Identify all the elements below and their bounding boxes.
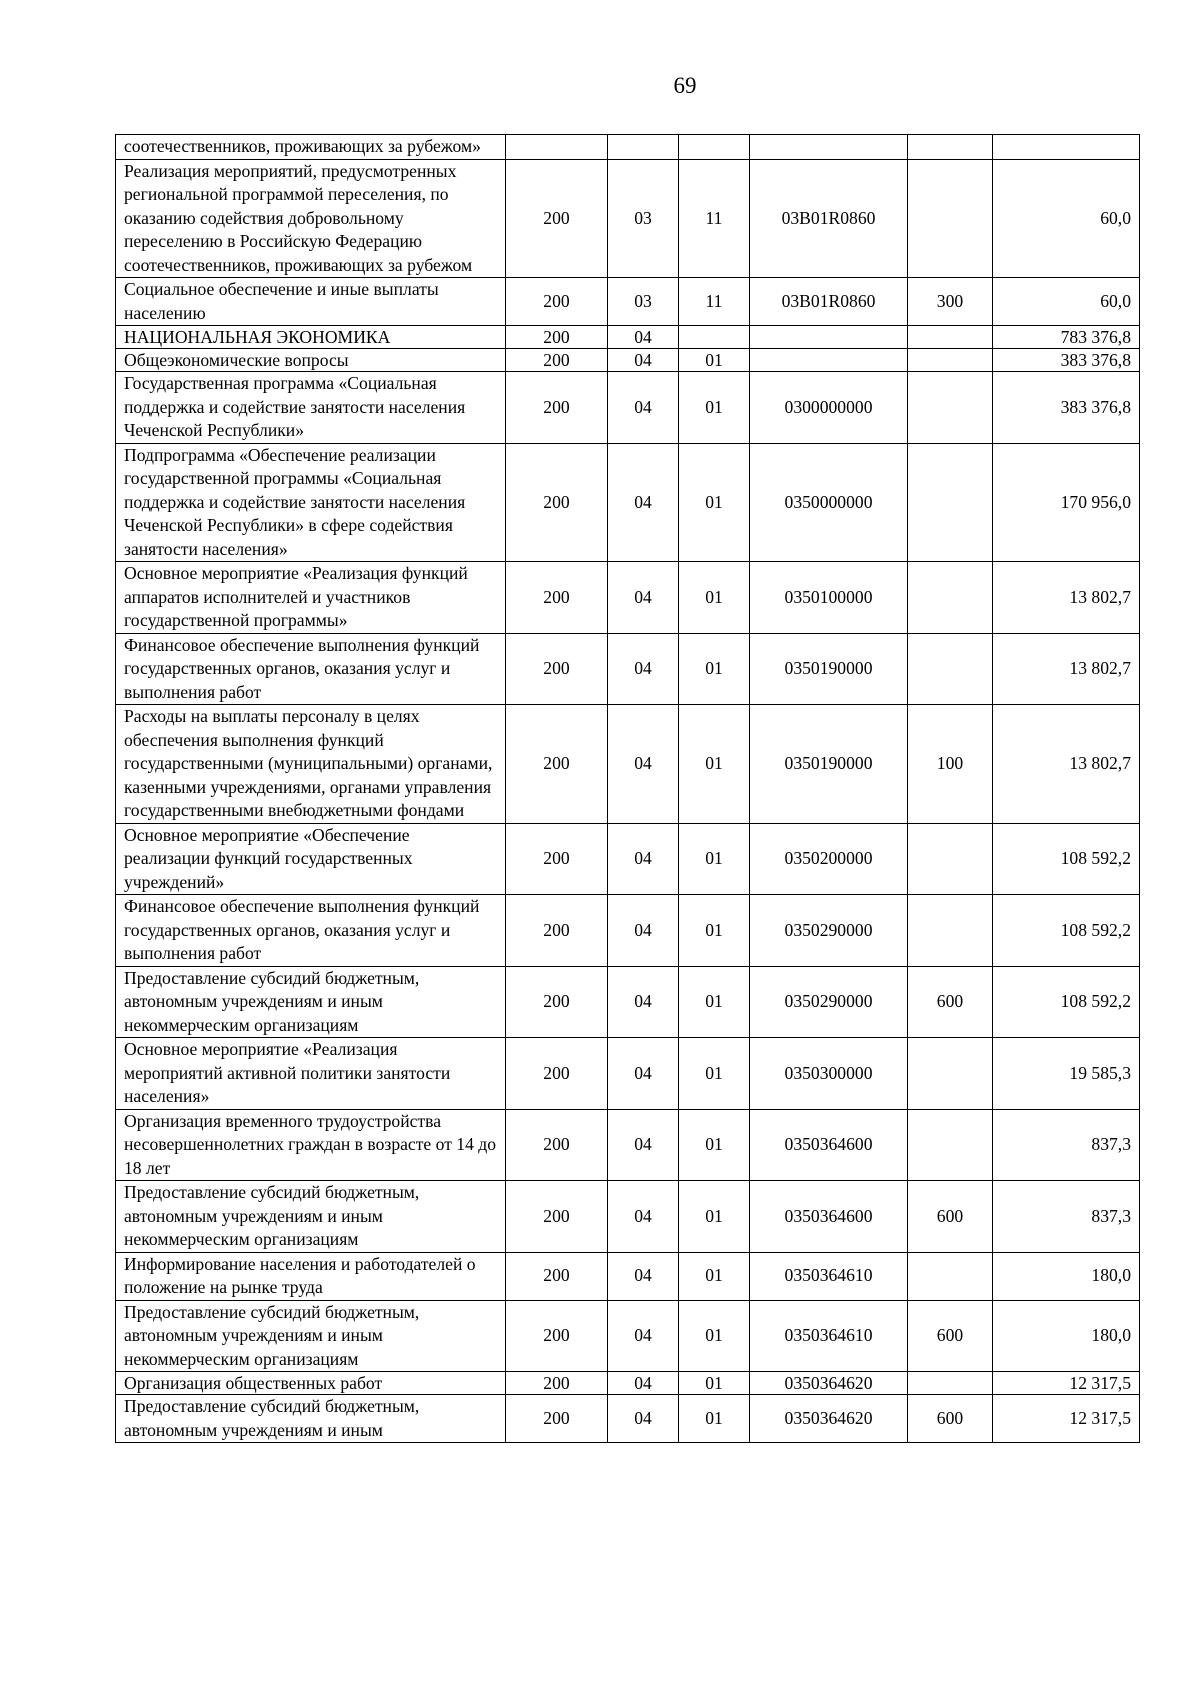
row-pr: 01 bbox=[679, 895, 750, 967]
row-vr bbox=[908, 895, 993, 967]
row-sum: 837,3 bbox=[993, 1109, 1140, 1181]
row-csr: 0350200000 bbox=[750, 823, 908, 895]
row-rz: 04 bbox=[608, 349, 679, 372]
row-grbs: 200 bbox=[506, 823, 608, 895]
row-pr: 11 bbox=[679, 278, 750, 326]
row-grbs: 200 bbox=[506, 326, 608, 349]
row-grbs: 200 bbox=[506, 705, 608, 824]
row-grbs: 200 bbox=[506, 278, 608, 326]
row-sum: 383 376,8 bbox=[993, 372, 1140, 444]
row-name: Информирование населения и работодателей о положение на рынке труда bbox=[116, 1252, 506, 1300]
row-rz: 04 bbox=[608, 1300, 679, 1372]
table-row bbox=[116, 895, 1140, 967]
row-rz: 04 bbox=[608, 1038, 679, 1110]
row-vr bbox=[908, 326, 993, 349]
row-name: Основное мероприятие «Реализация функций аппаратов исполнителей и участников государственной программы» bbox=[116, 562, 506, 634]
table-row bbox=[116, 326, 1140, 349]
row-csr: 0350364600 bbox=[750, 1109, 908, 1181]
row-name: Общеэкономические вопросы bbox=[116, 349, 506, 372]
table-row bbox=[116, 159, 1140, 278]
table-row bbox=[116, 372, 1140, 444]
row-sum: 12 317,5 bbox=[993, 1372, 1140, 1395]
table-row bbox=[116, 1395, 1140, 1443]
row-csr: 0350290000 bbox=[750, 895, 908, 967]
budget-table bbox=[115, 134, 1140, 1443]
row-vr bbox=[908, 633, 993, 705]
row-pr: 01 bbox=[679, 372, 750, 444]
row-pr: 01 bbox=[679, 823, 750, 895]
row-sum: 13 802,7 bbox=[993, 705, 1140, 824]
row-csr: 0350000000 bbox=[750, 443, 908, 562]
row-vr: 300 bbox=[908, 278, 993, 326]
row-csr: 0300000000 bbox=[750, 372, 908, 444]
row-name: Социальное обеспечение и иные выплаты населению bbox=[116, 278, 506, 326]
row-pr bbox=[679, 326, 750, 349]
row-vr bbox=[908, 135, 993, 160]
row-csr bbox=[750, 326, 908, 349]
row-rz: 04 bbox=[608, 633, 679, 705]
row-csr: 0350190000 bbox=[750, 633, 908, 705]
row-sum: 170 956,0 bbox=[993, 443, 1140, 562]
row-pr: 01 bbox=[679, 633, 750, 705]
table-row bbox=[116, 562, 1140, 634]
row-rz: 04 bbox=[608, 966, 679, 1038]
row-rz: 04 bbox=[608, 326, 679, 349]
row-vr bbox=[908, 443, 993, 562]
row-pr: 01 bbox=[679, 966, 750, 1038]
row-csr: 0350364620 bbox=[750, 1372, 908, 1395]
row-vr bbox=[908, 159, 993, 278]
row-csr: 0350290000 bbox=[750, 966, 908, 1038]
table-row bbox=[116, 135, 1140, 160]
row-csr: 0350364620 bbox=[750, 1395, 908, 1443]
row-name: Финансовое обеспечение выполнения функций государственных органов, оказания услуг и выполнения работ bbox=[116, 633, 506, 705]
row-rz: 03 bbox=[608, 278, 679, 326]
row-pr bbox=[679, 135, 750, 160]
row-grbs: 200 bbox=[506, 1372, 608, 1395]
row-name: Подпрограмма «Обеспечение реализации государственной программы «Социальная поддержка и содействие занятости населения Чеченской Республики» в сфере содействия занятости населения» bbox=[116, 443, 506, 562]
row-csr: 0350364600 bbox=[750, 1181, 908, 1253]
row-grbs: 200 bbox=[506, 349, 608, 372]
row-name: Предоставление субсидий бюджетным, автономным учреждениям и иным некоммерческим организациям bbox=[116, 966, 506, 1038]
row-name: Расходы на выплаты персоналу в целях обеспечения выполнения функций государственными (муниципальными) органами, казенными учреждениями, органами управления государственными внебюджетными фондами bbox=[116, 705, 506, 824]
row-rz: 04 bbox=[608, 895, 679, 967]
row-rz: 04 bbox=[608, 1181, 679, 1253]
row-rz: 04 bbox=[608, 705, 679, 824]
row-rz: 04 bbox=[608, 562, 679, 634]
row-sum: 783 376,8 bbox=[993, 326, 1140, 349]
row-grbs: 200 bbox=[506, 1038, 608, 1110]
row-csr: 0350300000 bbox=[750, 1038, 908, 1110]
row-vr: 600 bbox=[908, 1395, 993, 1443]
row-rz bbox=[608, 135, 679, 160]
row-grbs: 200 bbox=[506, 562, 608, 634]
row-pr: 01 bbox=[679, 1109, 750, 1181]
row-name: Организация временного трудоустройства несовершеннолетних граждан в возрасте от 14 до 18 лет bbox=[116, 1109, 506, 1181]
row-sum: 19 585,3 bbox=[993, 1038, 1140, 1110]
row-vr: 600 bbox=[908, 966, 993, 1038]
row-csr: 0350364610 bbox=[750, 1300, 908, 1372]
row-grbs: 200 bbox=[506, 1109, 608, 1181]
row-name: НАЦИОНАЛЬНАЯ ЭКОНОМИКА bbox=[116, 326, 506, 349]
row-csr: 0350364610 bbox=[750, 1252, 908, 1300]
row-grbs: 200 bbox=[506, 372, 608, 444]
row-sum: 13 802,7 bbox=[993, 562, 1140, 634]
row-name: Финансовое обеспечение выполнения функций государственных органов, оказания услуг и выполнения работ bbox=[116, 895, 506, 967]
row-csr: 03В01R0860 bbox=[750, 278, 908, 326]
page-number: 69 bbox=[673, 73, 697, 98]
row-vr bbox=[908, 1109, 993, 1181]
table-row bbox=[116, 966, 1140, 1038]
row-sum bbox=[993, 135, 1140, 160]
table-row bbox=[116, 705, 1140, 824]
table-row bbox=[116, 1181, 1140, 1253]
row-grbs: 200 bbox=[506, 1181, 608, 1253]
table-row bbox=[116, 443, 1140, 562]
row-vr: 100 bbox=[908, 705, 993, 824]
row-pr: 01 bbox=[679, 1181, 750, 1253]
table-row bbox=[116, 1038, 1140, 1110]
row-csr: 0350100000 bbox=[750, 562, 908, 634]
row-grbs: 200 bbox=[506, 966, 608, 1038]
table-row bbox=[116, 1300, 1140, 1372]
row-csr: 0350190000 bbox=[750, 705, 908, 824]
row-rz: 04 bbox=[608, 443, 679, 562]
table-row bbox=[116, 1109, 1140, 1181]
row-pr: 01 bbox=[679, 705, 750, 824]
row-vr bbox=[908, 823, 993, 895]
row-name: Государственная программа «Социальная поддержка и содействие занятости населения Чеченской Республики» bbox=[116, 372, 506, 444]
row-sum: 837,3 bbox=[993, 1181, 1140, 1253]
row-pr: 11 bbox=[679, 159, 750, 278]
table-row bbox=[116, 1252, 1140, 1300]
row-vr bbox=[908, 349, 993, 372]
row-name: Основное мероприятие «Обеспечение реализации функций государственных учреждений» bbox=[116, 823, 506, 895]
table-row bbox=[116, 349, 1140, 372]
table-row bbox=[116, 1372, 1140, 1395]
row-name: Предоставление субсидий бюджетным, автономным учреждениям и иным некоммерческим организациям bbox=[116, 1300, 506, 1372]
row-sum: 180,0 bbox=[993, 1300, 1140, 1372]
row-name: Предоставление субсидий бюджетным, автономным учреждениям и иным bbox=[116, 1395, 506, 1443]
row-vr bbox=[908, 1252, 993, 1300]
row-vr: 600 bbox=[908, 1300, 993, 1372]
row-vr: 600 bbox=[908, 1181, 993, 1253]
row-sum: 12 317,5 bbox=[993, 1395, 1140, 1443]
row-pr: 01 bbox=[679, 1038, 750, 1110]
row-rz: 04 bbox=[608, 372, 679, 444]
row-sum: 108 592,2 bbox=[993, 966, 1140, 1038]
row-sum: 108 592,2 bbox=[993, 895, 1140, 967]
row-grbs: 200 bbox=[506, 1395, 608, 1443]
row-pr: 01 bbox=[679, 1395, 750, 1443]
row-pr: 01 bbox=[679, 562, 750, 634]
row-rz: 04 bbox=[608, 1372, 679, 1395]
row-grbs: 200 bbox=[506, 443, 608, 562]
row-name: Реализация мероприятий, предусмотренных региональной программой переселения, по оказанию содействия добровольному переселению в Российскую Федерацию соотечественников, проживающих за рубежом bbox=[116, 159, 506, 278]
row-grbs: 200 bbox=[506, 895, 608, 967]
table-row bbox=[116, 278, 1140, 326]
row-vr bbox=[908, 562, 993, 634]
row-grbs bbox=[506, 135, 608, 160]
row-pr: 01 bbox=[679, 1300, 750, 1372]
row-pr: 01 bbox=[679, 349, 750, 372]
row-sum: 108 592,2 bbox=[993, 823, 1140, 895]
row-name: соотечественников, проживающих за рубежом» bbox=[116, 135, 506, 160]
row-sum: 180,0 bbox=[993, 1252, 1140, 1300]
row-sum: 60,0 bbox=[993, 159, 1140, 278]
row-vr bbox=[908, 1372, 993, 1395]
row-csr bbox=[750, 349, 908, 372]
table-row bbox=[116, 633, 1140, 705]
row-rz: 04 bbox=[608, 823, 679, 895]
row-csr bbox=[750, 135, 908, 160]
row-rz: 04 bbox=[608, 1395, 679, 1443]
table-body bbox=[116, 135, 1140, 1443]
row-grbs: 200 bbox=[506, 633, 608, 705]
row-name: Организация общественных работ bbox=[116, 1372, 506, 1395]
row-vr bbox=[908, 372, 993, 444]
row-sum: 60,0 bbox=[993, 278, 1140, 326]
row-pr: 01 bbox=[679, 443, 750, 562]
row-pr: 01 bbox=[679, 1252, 750, 1300]
row-csr: 03В01R0860 bbox=[750, 159, 908, 278]
row-pr: 01 bbox=[679, 1372, 750, 1395]
row-grbs: 200 bbox=[506, 159, 608, 278]
row-rz: 04 bbox=[608, 1252, 679, 1300]
row-sum: 383 376,8 bbox=[993, 349, 1140, 372]
row-rz: 04 bbox=[608, 1109, 679, 1181]
row-sum: 13 802,7 bbox=[993, 633, 1140, 705]
row-grbs: 200 bbox=[506, 1252, 608, 1300]
row-vr bbox=[908, 1038, 993, 1110]
row-rz: 03 bbox=[608, 159, 679, 278]
row-grbs: 200 bbox=[506, 1300, 608, 1372]
row-name: Предоставление субсидий бюджетным, автономным учреждениям и иным некоммерческим организациям bbox=[116, 1181, 506, 1253]
row-name: Основное мероприятие «Реализация мероприятий активной политики занятости населения» bbox=[116, 1038, 506, 1110]
table-row bbox=[116, 823, 1140, 895]
